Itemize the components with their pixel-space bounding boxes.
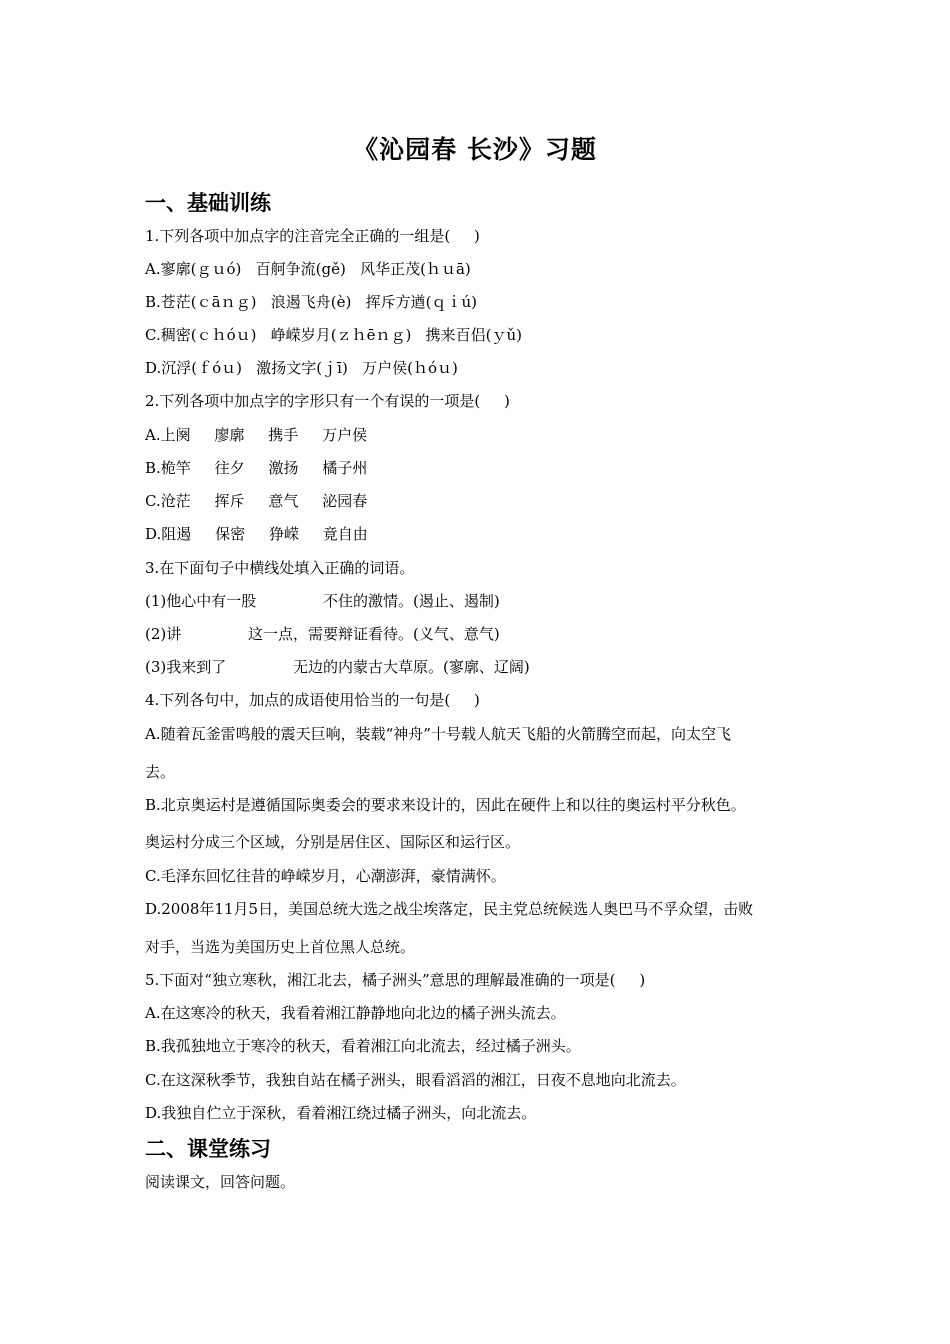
question-line: 4.下列各句中，加点的成语使用恰当的一句是( ) (145, 691, 480, 709)
question-line: 1.下列各项中加点字的注音完全正确的一组是( ) (145, 227, 480, 245)
question-line: 2.下列各项中加点字的字形只有一个有误的一项是( ) (145, 392, 510, 410)
option-line: A.上阕 廖廓 携手 万户侯 (145, 426, 368, 444)
option-line: D.阻遏 保密 狰嵘 竟自由 (145, 525, 368, 543)
option-line: C.毛泽东回忆往昔的峥嵘岁月，心潮澎湃，豪情满怀。 (145, 867, 506, 885)
option-line: B.苍茫(ｃāｎｇ) 浪遏飞舟(è) 挥斥方遒(ｑｉú) (145, 293, 477, 311)
option-line: A.在这寒冷的秋天，我看着湘江静静地向北边的橘子洲头流去。 (145, 1004, 566, 1022)
option-line: A.寥廓(ｇｕó) 百舸争流(gě) 风华正茂(ｈｕā) (145, 260, 471, 278)
fill-blank-line: (1)他心中有一股 不住的激情。(遏止、遏制) (145, 592, 500, 610)
page-title: 《沁园春 长沙》习题 (353, 135, 597, 164)
option-line-continued: 奥运村分成三个区域，分别是居住区、国际区和运行区。 (145, 833, 521, 851)
option-line: B.我孤独地立于寒冷的秋天，看着湘江向北流去，经过橘子洲头。 (145, 1037, 581, 1055)
option-line: C.在这深秋季节，我独自站在橘子洲头，眼看滔滔的湘江，日夜不息地向北流去。 (145, 1071, 686, 1089)
option-line: D.我独自伫立于深秋，看着湘江绕过橘子洲头，向北流去。 (145, 1104, 537, 1122)
instruction-line: 阅读课文，回答问题。 (145, 1173, 296, 1191)
option-line: A.随着瓦釜雷鸣般的震天巨响，装载“神舟”十号载人航天飞船的火箭腾空而起，向太空飞 (145, 725, 731, 743)
option-line-continued: 去。 (145, 763, 176, 781)
fill-blank-line: (3)我来到了 无边的内蒙古大草原。(寥廓、辽阔) (145, 658, 530, 676)
option-line-continued: 对手，当选为美国历史上首位黑人总统。 (145, 938, 416, 956)
question-line: 5.下面对“独立寒秋，湘江北去，橘子洲头”意思的理解最准确的一项是( ) (145, 971, 646, 989)
section-heading-basic-training: 一、基础训练 (145, 191, 271, 215)
fill-blank-line: (2)讲 这一点，需要辩证看待。(义气、意气) (145, 625, 500, 643)
option-line: D.沉浮(ｆóｕ) 激扬文字(ｊī) 万户侯(ｈóｕ) (145, 359, 458, 377)
option-line: D.2008年11月5日，美国总统大选之战尘埃落定，民主党总统候选人奥巴马不孚众望，击败 (145, 900, 754, 918)
section-heading-class-practice: 二、课堂练习 (145, 1137, 271, 1161)
question-line: 3.在下面句子中横线处填入正确的词语。 (145, 559, 415, 577)
option-line: B.桅竿 往夕 激扬 橘子州 (145, 459, 368, 477)
option-line: C.沧茫 挥斥 意气 泌园春 (145, 492, 368, 510)
option-line: C.稠密(ｃｈóｕ) 峥嵘岁月(ｚｈēｎｇ) 携来百侣(ｙǔ) (145, 326, 523, 344)
option-line: B.北京奥运村是遵循国际奥委会的要求来设计的，因此在硬件上和以往的奥运村平分秋色。 (145, 796, 746, 814)
